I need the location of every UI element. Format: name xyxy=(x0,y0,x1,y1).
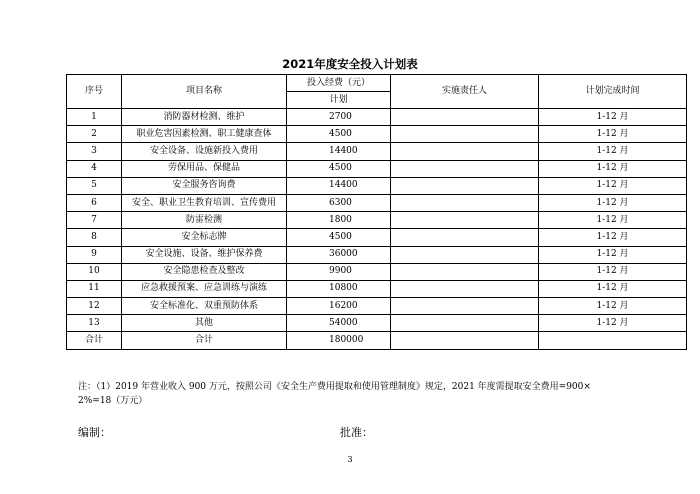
table-row xyxy=(67,298,687,315)
amount-cell: 14400 xyxy=(287,143,391,160)
seq-cell: 6 xyxy=(67,194,122,211)
seq-cell: 1 xyxy=(67,109,122,126)
header-item: 项目名称 xyxy=(122,75,287,109)
total-period-cell xyxy=(539,332,687,349)
seq-cell: 12 xyxy=(67,298,122,315)
amount-cell: 14400 xyxy=(287,177,391,194)
item-cell: 安全服务咨询费 xyxy=(122,177,287,194)
seq-cell: 10 xyxy=(67,263,122,280)
owner-cell xyxy=(391,280,539,297)
seq-cell: 3 xyxy=(67,143,122,160)
seq-cell: 8 xyxy=(67,229,122,246)
header-period: 计划完成时间 xyxy=(539,75,687,109)
amount-cell: 4500 xyxy=(287,229,391,246)
period-cell: 1-12 月 xyxy=(539,280,687,297)
table-row xyxy=(67,280,687,297)
period-cell: 1-12 月 xyxy=(539,109,687,126)
item-cell: 职业危害因素检测、职工健康查体 xyxy=(122,126,287,143)
total-owner-cell xyxy=(391,332,539,349)
total-seq-cell: 合计 xyxy=(67,332,122,349)
period-cell: 1-12 月 xyxy=(539,194,687,211)
seq-cell: 13 xyxy=(67,315,122,332)
header-budget: 投入经费（元） xyxy=(287,75,391,92)
period-cell: 1-12 月 xyxy=(539,315,687,332)
item-cell: 消防器材检测、维护 xyxy=(122,109,287,126)
table-row xyxy=(67,177,687,194)
period-cell: 1-12 月 xyxy=(539,212,687,229)
amount-cell: 2700 xyxy=(287,109,391,126)
table-title: 2021年度安全投入计划表 xyxy=(282,57,418,71)
amount-cell: 6300 xyxy=(287,194,391,211)
header-row xyxy=(67,75,687,92)
seq-cell: 9 xyxy=(67,246,122,263)
period-cell: 1-12 月 xyxy=(539,160,687,177)
footnote-line-1: 注：（1）2019 年营业收入 900 万元，按照公司《安全生产费用提取和使用管理制度》规定，2021 年度需提取安全费用=900× xyxy=(78,382,591,392)
table-row xyxy=(67,246,687,263)
safety-budget-table xyxy=(66,74,687,350)
owner-cell xyxy=(391,315,539,332)
table-row xyxy=(67,315,687,332)
table-row xyxy=(67,194,687,211)
item-cell: 安全隐患检查及整改 xyxy=(122,263,287,280)
period-cell: 1-12 月 xyxy=(539,177,687,194)
amount-cell: 4500 xyxy=(287,160,391,177)
page-number: 3 xyxy=(347,455,353,464)
owner-cell xyxy=(391,143,539,160)
amount-cell: 16200 xyxy=(287,298,391,315)
amount-cell: 36000 xyxy=(287,246,391,263)
total-item-cell: 合计 xyxy=(122,332,287,349)
prepared-by-label: 编制： xyxy=(78,426,111,439)
item-cell: 劳保用品、保健品 xyxy=(122,160,287,177)
seq-cell: 2 xyxy=(67,126,122,143)
amount-cell: 9900 xyxy=(287,263,391,280)
table-row xyxy=(67,126,687,143)
total-amount-cell: 180000 xyxy=(287,332,391,349)
table-row xyxy=(67,212,687,229)
header-owner: 实施责任人 xyxy=(391,75,539,109)
owner-cell xyxy=(391,298,539,315)
owner-cell xyxy=(391,126,539,143)
owner-cell xyxy=(391,177,539,194)
item-cell: 防雷检测 xyxy=(122,212,287,229)
seq-cell: 4 xyxy=(67,160,122,177)
seq-cell: 7 xyxy=(67,212,122,229)
period-cell: 1-12 月 xyxy=(539,246,687,263)
seq-cell: 5 xyxy=(67,177,122,194)
period-cell: 1-12 月 xyxy=(539,263,687,280)
item-cell: 安全标志牌 xyxy=(122,229,287,246)
table-row xyxy=(67,263,687,280)
owner-cell xyxy=(391,263,539,280)
item-cell: 安全标准化、双重预防体系 xyxy=(122,298,287,315)
period-cell: 1-12 月 xyxy=(539,229,687,246)
table-row xyxy=(67,229,687,246)
item-cell: 其他 xyxy=(122,315,287,332)
owner-cell xyxy=(391,229,539,246)
footnote xyxy=(78,380,678,408)
owner-cell xyxy=(391,194,539,211)
total-row xyxy=(67,332,687,349)
amount-cell: 54000 xyxy=(287,315,391,332)
item-cell: 安全设施、设备、维护保养费 xyxy=(122,246,287,263)
table-row xyxy=(67,160,687,177)
owner-cell xyxy=(391,246,539,263)
table-row xyxy=(67,143,687,160)
amount-cell: 10800 xyxy=(287,280,391,297)
seq-cell: 11 xyxy=(67,280,122,297)
table-row xyxy=(67,109,687,126)
item-cell: 应急救援预案、应急训练与演练 xyxy=(122,280,287,297)
amount-cell: 4500 xyxy=(287,126,391,143)
owner-cell xyxy=(391,160,539,177)
header-budget-plan: 计划 xyxy=(287,92,391,109)
footnote-line-2: 2%=18（万元） xyxy=(78,396,148,406)
item-cell: 安全设备、设施新投入费用 xyxy=(122,143,287,160)
period-cell: 1-12 月 xyxy=(539,126,687,143)
period-cell: 1-12 月 xyxy=(539,143,687,160)
owner-cell xyxy=(391,109,539,126)
item-cell: 安全、职业卫生教育培训、宣传费用 xyxy=(122,194,287,211)
amount-cell: 1800 xyxy=(287,212,391,229)
header-seq: 序号 xyxy=(67,75,122,109)
owner-cell xyxy=(391,212,539,229)
approved-by-label: 批准： xyxy=(340,426,373,439)
period-cell: 1-12 月 xyxy=(539,298,687,315)
